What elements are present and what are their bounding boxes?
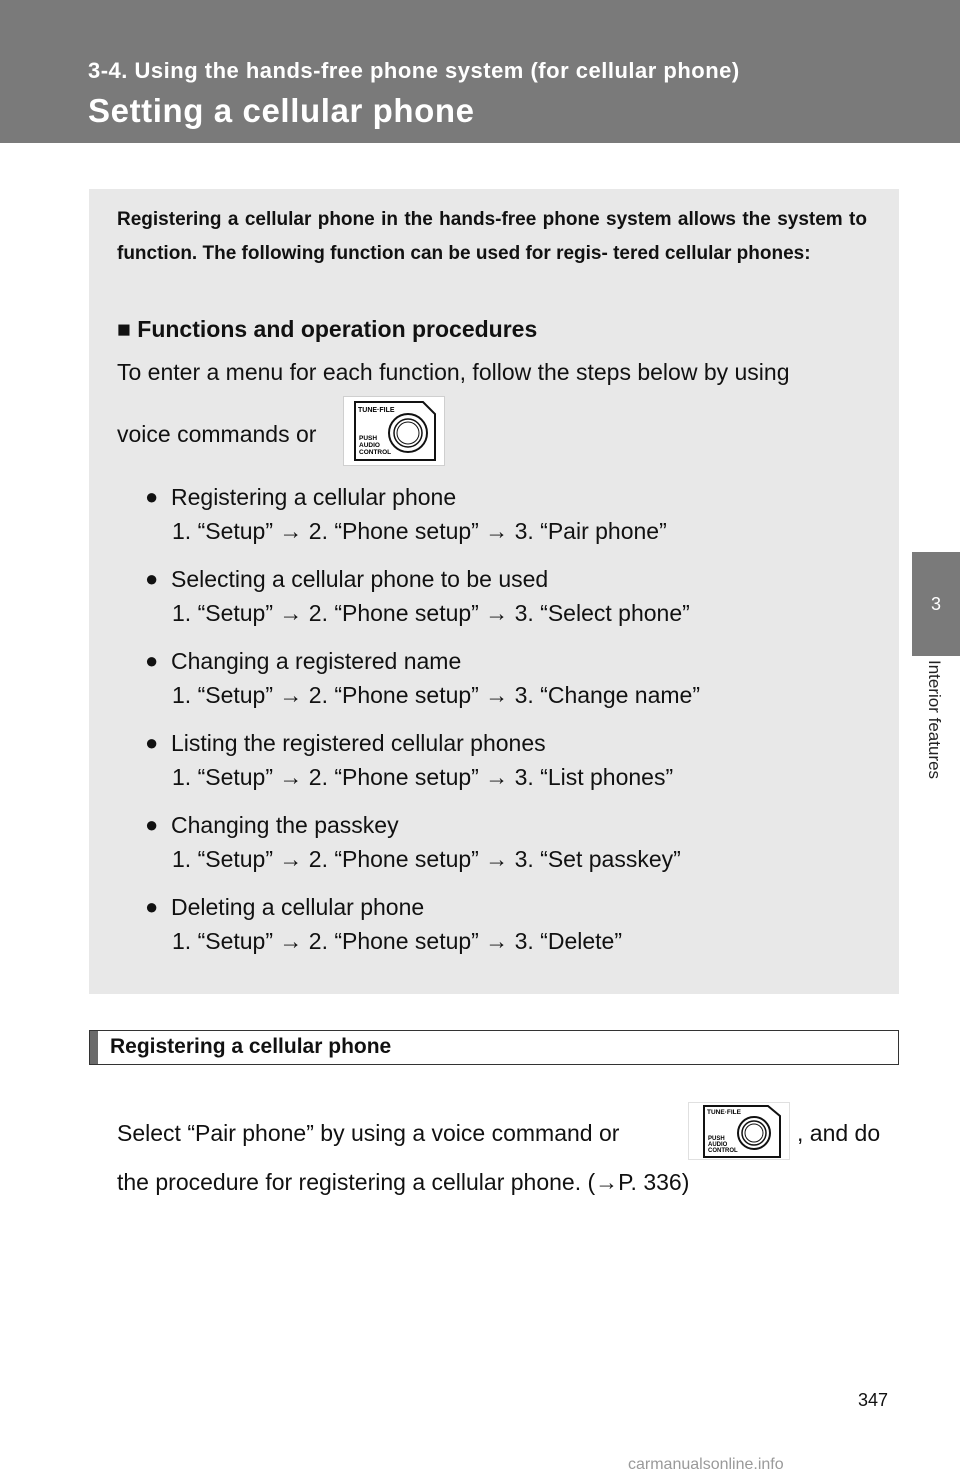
item-path: 1. “Setup” → 2. “Phone setup” → 3. “Select phone” — [172, 600, 690, 626]
paragraph-line-2: the procedure for registering a cellular phone. (→P. 336) — [117, 1169, 690, 1195]
item-title: Deleting a cellular phone — [171, 894, 425, 920]
knob-label-2: AUDIO — [708, 1142, 728, 1148]
section-title: 3-4. Using the hands-free phone system (for cellular phone) — [88, 58, 740, 83]
knob-label-1: PUSH — [708, 1136, 725, 1142]
lead-line-1: To enter a menu for each function, follow the steps below by using — [117, 359, 790, 385]
bullet-icon: ● — [145, 484, 159, 509]
paragraph-line-1: Select “Pair phone” by using a voice command or — [117, 1120, 620, 1146]
item-title: Selecting a cellular phone to be used — [171, 566, 549, 592]
page-header — [0, 0, 960, 143]
list-item — [145, 644, 700, 712]
section-bar — [89, 1030, 899, 1065]
knob-label-2: AUDIO — [359, 442, 380, 449]
intro-text: Registering a cellular phone in the hands-free phone system allows the system to function. The following function can be used for regis- tered cellular phones: — [117, 209, 867, 264]
page-number: 347 — [858, 1390, 889, 1410]
knob-label-3: CONTROL — [708, 1148, 738, 1154]
item-path: 1. “Setup” → 2. “Phone setup” → 3. “Set passkey” — [172, 846, 681, 872]
tune-file-knob-icon — [688, 1102, 790, 1160]
item-path: 1. “Setup” → 2. “Phone setup” → 3. “List phones” — [172, 764, 674, 790]
item-path: 1. “Setup” → 2. “Phone setup” → 3. “Delete” — [172, 928, 622, 954]
bullet-icon: ● — [145, 648, 159, 673]
item-title: Registering a cellular phone — [171, 484, 457, 510]
paragraph-line-1-end: , and do — [797, 1120, 881, 1146]
item-title: Listing the registered cellular phones — [171, 730, 546, 756]
list-item — [145, 480, 700, 548]
item-path: 1. “Setup” → 2. “Phone setup” → 3. “Change name” — [172, 682, 700, 708]
functions-subheading: ■ Functions and operation procedures — [117, 316, 538, 342]
bullet-icon: ● — [145, 566, 159, 591]
tune-file-knob-icon — [343, 396, 445, 466]
page-title: Setting a cellular phone — [88, 92, 475, 129]
knob-label-top: TUNE·FILE — [358, 407, 395, 414]
bullet-icon: ● — [145, 730, 159, 755]
chapter-label — [914, 660, 954, 840]
list-item — [145, 726, 700, 794]
chapter-label-text: Interior features — [925, 660, 944, 780]
list-item — [145, 562, 700, 630]
watermark: carmanualsonline.info — [628, 1456, 784, 1473]
knob-label-1: PUSH — [359, 435, 378, 442]
item-title: Changing the passkey — [171, 812, 399, 838]
section-bar-accent — [90, 1031, 98, 1064]
list-item — [145, 808, 700, 876]
chapter-number: 3 — [930, 593, 941, 614]
knob-label-3: CONTROL — [359, 449, 392, 456]
section-bar-title: Registering a cellular phone — [110, 1035, 392, 1058]
item-title: Changing a registered name — [171, 648, 462, 674]
function-list — [145, 480, 700, 972]
bullet-icon: ● — [145, 812, 159, 837]
knob-label-top: TUNE·FILE — [707, 1109, 741, 1116]
lead-line-2-text: voice commands or — [117, 421, 317, 447]
chapter-tab[interactable] — [912, 552, 960, 656]
list-item — [145, 890, 700, 958]
item-path: 1. “Setup” → 2. “Phone setup” → 3. “Pair phone” — [172, 518, 667, 544]
bullet-icon: ● — [145, 894, 159, 919]
